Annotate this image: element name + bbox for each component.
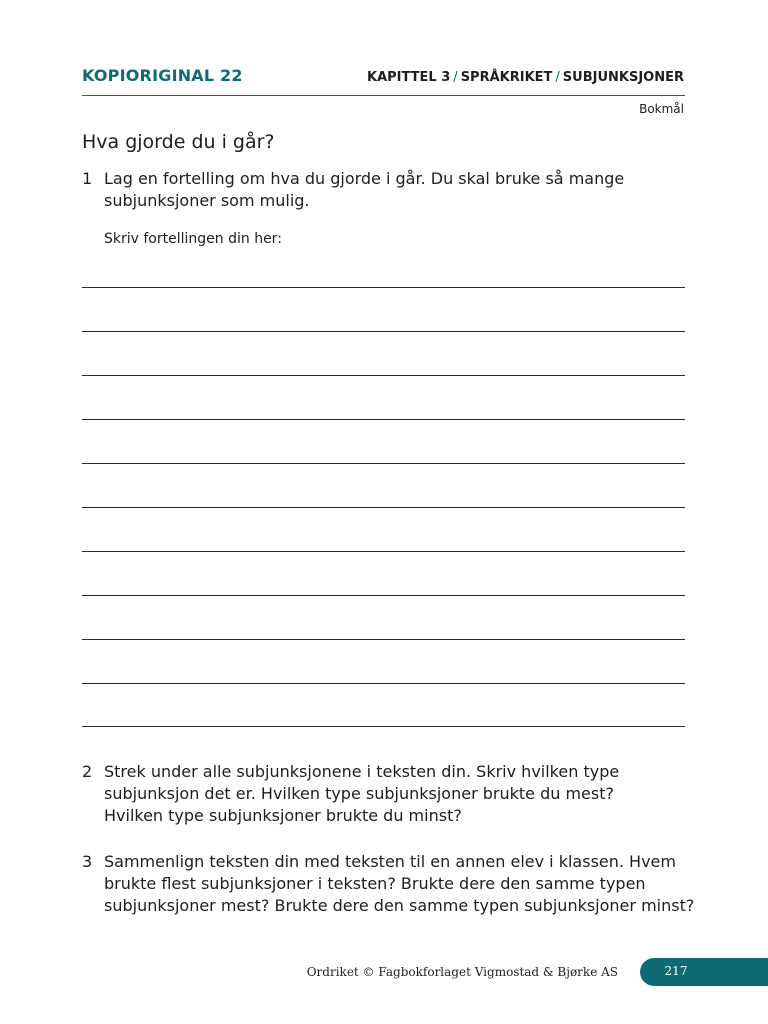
writing-line[interactable] [82, 639, 685, 640]
task-text-line: Lag en fortelling om hva du gjorde i går. Du skal bruke så mange [104, 169, 625, 188]
writing-line[interactable] [82, 375, 685, 376]
header-divider [82, 95, 685, 96]
footer-credit: Ordriket © Fagbokforlaget Vigmostad & Bjørke AS [306, 965, 618, 979]
language-label: Bokmål [639, 102, 684, 116]
breadcrumb-separator: / [453, 70, 458, 85]
chapter-breadcrumb [367, 70, 684, 85]
page-title: Hva gjorde du i går? [82, 131, 275, 153]
page-number: 217 [664, 964, 688, 978]
task-number: 3 [82, 852, 93, 871]
task-3 [82, 851, 695, 917]
task-text-line: subjunksjoner mest? Brukte dere den samme typen subjunksjoner minst? [104, 896, 695, 915]
writing-line[interactable] [82, 419, 685, 420]
writing-line[interactable] [82, 726, 685, 727]
task-number: 1 [82, 169, 93, 188]
writing-line[interactable] [82, 507, 685, 508]
task-text-line: Hvilken type subjunksjoner brukte du minst? [104, 806, 462, 825]
task-text-line: brukte flest subjunksjoner i teksten? Brukte dere den samme typen [104, 874, 646, 893]
writing-line[interactable] [82, 551, 685, 552]
task-text-line: subjunksjon det er. Hvilken type subjunksjoner brukte du mest? [104, 784, 614, 803]
chapter-label: KAPITTEL 3 [367, 70, 451, 85]
writing-instruction: Skriv fortellingen din her: [104, 231, 282, 247]
topic-label: SUBJUNKSJONER [562, 70, 684, 85]
writing-line[interactable] [82, 331, 685, 332]
writing-line[interactable] [82, 595, 685, 596]
writing-line[interactable] [82, 463, 685, 464]
task-text-line: Strek under alle subjunksjonene i teksten din. Skriv hvilken type [104, 762, 620, 781]
task-2 [82, 761, 692, 827]
task-number: 2 [82, 762, 93, 781]
task-text-line: subjunksjoner som mulig. [104, 191, 310, 210]
page-number-tab [640, 958, 768, 986]
breadcrumb-separator: / [555, 70, 560, 85]
writing-line[interactable] [82, 287, 685, 288]
writing-line[interactable] [82, 683, 685, 684]
kopioriginal-label: KOPIORIGINAL 22 [82, 66, 243, 85]
book-label: SPRÅKRIKET [460, 70, 553, 85]
task-text-line: Sammenlign teksten din med teksten til en annen elev i klassen. Hvem [104, 852, 676, 871]
task-1 [82, 168, 692, 212]
